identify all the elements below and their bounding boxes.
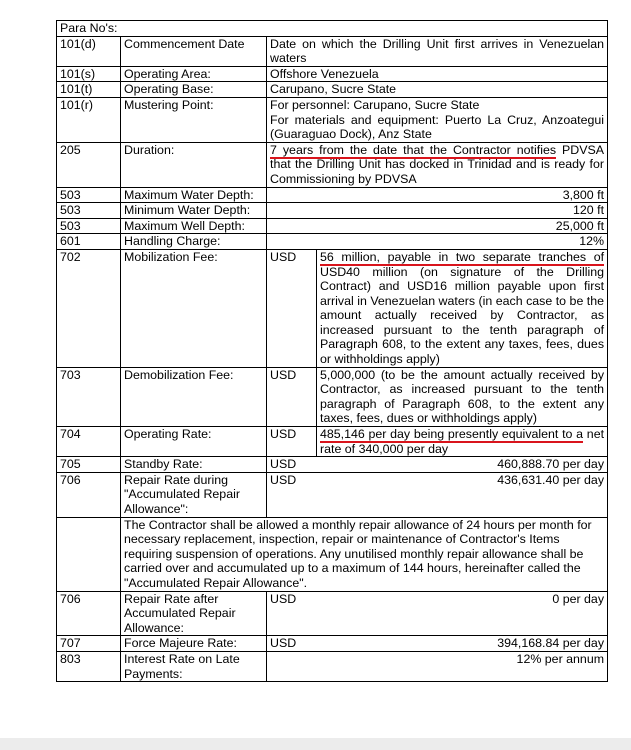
repair-allowance-note: The Contractor shall be allowed a monthly repair allowance of 24 hours per month for necessary replacement, inspection, repair or maintenance of Contractor's Items requiring suspension of operations. Any unutilised monthly repair allowance shall be carried over and accumulated up to a maximum of 144 hours, hereinafter called the "Accumulated Repair Allowance". [121,517,608,591]
table-row [57,82,608,98]
row-label: Force Majeure Rate: [121,636,267,652]
table-row [57,97,608,142]
table-row [57,457,608,473]
row-currency: USD [267,591,317,636]
row-label: Demobilization Fee: [121,367,267,426]
table-row [57,472,608,517]
row-label: Interest Rate on Late Payments: [121,651,267,681]
para-number: 704 [57,427,121,457]
row-value: 12% [267,234,608,250]
para-number: 503 [57,218,121,234]
row-label: Repair Rate after Accumulated Repair Allowance: [121,591,267,636]
row-label: Minimum Water Depth: [121,203,267,219]
table-row [57,367,608,426]
para-number: 101(d) [57,36,121,66]
para-number: 703 [57,367,121,426]
row-label: Maximum Water Depth: [121,187,267,203]
table-row [57,36,608,66]
row-value [267,97,608,142]
row-label: Repair Rate during "Accumulated Repair Allowance": [121,472,267,517]
row-value [317,249,608,367]
para-number: 705 [57,457,121,473]
row-value: 12% per annum [267,651,608,681]
row-value: 394,168.84 per day [317,636,608,652]
value-text: PDVSA that the Drilling Unit has docked in Trinidad and is ready for Commissioning by PDVSA [270,142,605,186]
para-number: 706 [57,472,121,517]
value-line: For personnel: Carupano, Sucre State [270,97,480,112]
table-header-row [57,21,608,37]
para-number: 803 [57,651,121,681]
row-currency: USD [267,249,317,367]
table-row [57,66,608,82]
row-value: 460,888.70 per day [317,457,608,473]
table-row [57,234,608,250]
row-value: 120 ft [267,203,608,219]
row-currency: USD [267,636,317,652]
para-number: 101(t) [57,82,121,98]
row-label: Handling Charge: [121,234,267,250]
row-label: Standby Rate: [121,457,267,473]
para-number: 205 [57,142,121,187]
row-value: 0 per day [317,591,608,636]
row-label: Mustering Point: [121,97,267,142]
row-value: 436,631.40 per day [317,472,608,517]
row-label: Operating Area: [121,66,267,82]
row-label: Mobilization Fee: [121,249,267,367]
row-value: 5,000,000 (to be the amount actually received by Contractor, as increased pursuant to the tenth paragraph of Paragraph 608, to the extent any taxes, fees, dues or withholdings apply) [317,367,608,426]
value-text: net rate of 340,000 per day [320,427,605,456]
table-row [57,636,608,652]
table-row [57,591,608,636]
row-currency: USD [267,427,317,457]
row-value: 25,000 ft [267,218,608,234]
para-header: Para No's: [57,21,608,37]
rates-schedule-table [56,20,608,682]
para-number: 702 [57,249,121,367]
table-row [57,427,608,457]
row-currency: USD [267,472,317,517]
table-row [57,517,608,591]
para-number: 503 [57,203,121,219]
row-value [317,427,608,457]
highlighted-text: 56 million, payable in two separate tranches of [320,249,605,264]
row-label: Operating Rate: [121,427,267,457]
para-number: 706 [57,591,121,636]
table-row [57,651,608,681]
row-value [267,142,608,187]
table-row [57,203,608,219]
table-row [57,218,608,234]
para-number: 601 [57,234,121,250]
highlighted-text: 485,146 per day being presently equivalent to a [320,427,584,442]
row-value: Carupano, Sucre State [267,82,608,98]
value-text: USD40 million (on signature of the Drilling Contract) and USD16 million payable upon first arrival in Venezuelan waters (in each case to be the amount actually received by Contractor, as increased pursuant to the tenth paragraph of Paragraph 608, to the extent any taxes, fees, dues or withholdings apply) [320,264,605,367]
table-row [57,142,608,187]
row-label: Commencement Date [121,36,267,66]
para-number: 707 [57,636,121,652]
highlighted-text: 7 years from the date that the Contractor notifies [270,142,557,157]
row-label: Maximum Well Depth: [121,218,267,234]
row-value: Date on which the Drilling Unit first arrives in Venezuelan waters [267,36,608,66]
row-label: Duration: [121,142,267,187]
para-number: 101(s) [57,66,121,82]
table-row [57,249,608,367]
row-value: 3,800 ft [267,187,608,203]
viewer-bottom-band [0,738,631,750]
value-line: For materials and equipment: Puerto La Cruz, Anzoategui (Guaraguao Dock), Anz State [270,112,605,142]
para-number: 503 [57,187,121,203]
row-value: Offshore Venezuela [267,66,608,82]
table-row [57,187,608,203]
para-number [57,517,121,591]
para-number: 101(r) [57,97,121,142]
row-currency: USD [267,457,317,473]
row-label: Operating Base: [121,82,267,98]
row-currency: USD [267,367,317,426]
